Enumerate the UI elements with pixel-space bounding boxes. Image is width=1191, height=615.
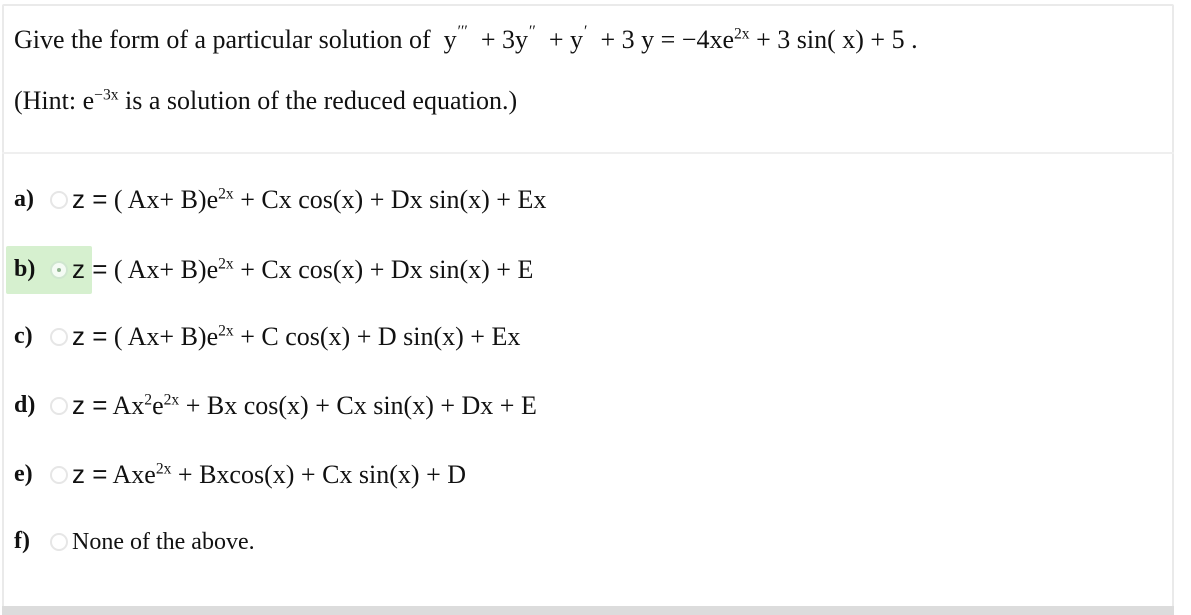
eq-rhs-term: −4xe [681,25,734,54]
option-e[interactable] [6,451,606,499]
expr-part: e [152,391,164,420]
differential-equation [437,25,917,54]
eq-plus: + [600,25,616,54]
option-expression [72,390,537,421]
expr-part: + Bxcos(x) + Cx sin(x) + D [177,460,467,489]
z-symbol: z = [72,254,108,284]
expr-exponent: 2x [218,255,234,273]
eq-equals: = [660,25,676,54]
question-text [14,25,918,55]
expr-part: ( Ax+ B)e [113,322,219,351]
option-expression [72,321,520,352]
question-prefix: Give the form of a particular solution of [14,25,431,54]
radio-button[interactable] [50,328,68,346]
expr-exponent: 2x [155,460,172,478]
eq-rhs-rest: + 3 sin( x) + 5 . [756,25,918,54]
option-c[interactable] [6,313,606,361]
eq-prime-second: ′′ [529,23,536,41]
eq-plus: + [480,25,496,54]
hint-exponent: −3x [94,86,119,104]
hint-suffix: is a solution of the reduced equation.) [125,86,518,115]
option-d[interactable] [6,382,606,430]
card-shadow [2,606,1174,615]
option-letter: c) [14,323,33,349]
option-b[interactable] [6,246,606,294]
eq-y-first: y [570,25,584,54]
eq-prime-first: ′ [584,23,588,41]
expr-part: ( Ax+ B)e [113,185,219,214]
z-symbol: z = [72,184,108,214]
expr-part: + Bx cos(x) + Cx sin(x) + Dx + E [185,391,537,420]
expr-part: ( Ax+ B)e [113,255,219,284]
eq-y-second: y [515,25,529,54]
option-letter: d) [14,392,36,418]
option-letter: a) [14,186,34,212]
radio-button[interactable] [50,397,68,415]
eq-plus: + [548,25,564,54]
option-letter: f) [14,528,30,554]
eq-y: y [641,25,655,54]
radio-button[interactable] [50,466,68,484]
option-letter: e) [14,461,33,487]
expr-part: Axe [112,460,156,489]
expr-exponent: 2x [218,185,234,203]
hint-prefix: (Hint: e [14,86,95,115]
expr-part: + Cx cos(x) + Dx sin(x) + Ex [240,185,547,214]
radio-button[interactable] [50,261,68,279]
option-a[interactable] [6,176,606,224]
z-symbol: z = [72,390,108,420]
option-letter: b) [14,256,36,282]
expr-part: Ax [112,391,145,420]
option-text: None of the above. [72,529,255,555]
option-expression [72,459,466,490]
option-expression [72,254,533,285]
radio-button[interactable] [50,191,68,209]
eq-coef: 3 [621,25,635,54]
eq-prime-third: ′′′ [457,23,468,41]
expr-exponent: 2 [144,391,153,409]
expr-part: + C cos(x) + D sin(x) + Ex [240,322,521,351]
option-expression [72,184,546,215]
z-symbol: z = [72,321,108,351]
eq-y-third: y [443,25,457,54]
option-f[interactable] [6,518,606,566]
radio-button[interactable] [50,533,68,551]
eq-rhs-exponent: 2x [733,25,750,43]
expr-part: + Cx cos(x) + Dx sin(x) + E [240,255,534,284]
expr-exponent: 2x [163,391,180,409]
z-symbol: z = [72,459,108,489]
hint-text [14,86,517,116]
expr-exponent: 2x [218,322,234,340]
eq-coef: 3 [502,25,516,54]
